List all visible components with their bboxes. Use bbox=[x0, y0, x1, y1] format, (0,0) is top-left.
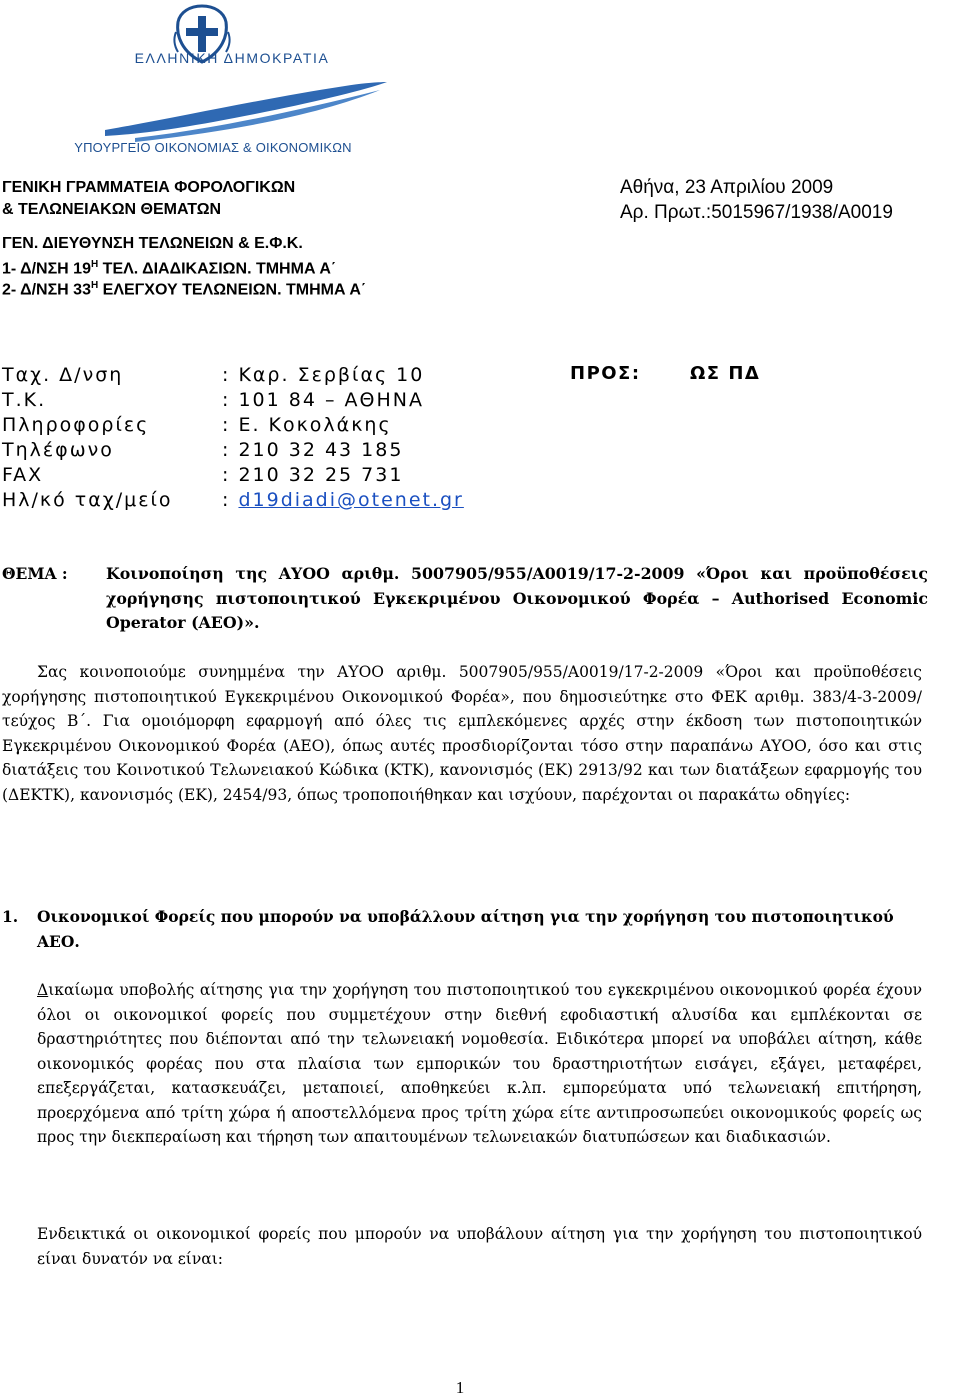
sender-line-5-sup: Η bbox=[90, 280, 99, 291]
subject-text: Κοινοποίηση της ΑΥΟΟ αριθμ. 5007905/955/Α0019/17-2-2009 «Όροι και προϋποθέσεις χορήγησης πιστοποιητικού Εγκεκριμένου Οικονομικού Φορέα – Authorised Economic Operator (AEO)». bbox=[106, 564, 928, 632]
recipient-value: ΩΣ ΠΔ bbox=[690, 363, 761, 384]
contact-label: Ηλ/κό ταχ/μείο bbox=[2, 489, 173, 511]
contact-label: Πληροφορίες bbox=[2, 414, 150, 436]
section-1-heading: Οικονομικοί Φορείς που μπορούν να υποβάλλουν αίτηση για την χορήγηση του πιστοποιητικού ΑΕΟ. bbox=[37, 907, 894, 951]
sender-line-5-end: ΕΛΕΓΧΟΥ ΤΕΛΩΝΕΙΩΝ. ΤΜΗΜΑ Α΄ bbox=[98, 281, 367, 299]
sender-line-1: ΓΕΝΙΚΗ ΓΡΑΜΜΑΤΕΙΑ ΦΟΡΟΛΟΓΙΚΩΝ bbox=[2, 179, 296, 196]
document-date: Αθήνα, 23 Απριλίου 2009 bbox=[620, 177, 834, 198]
email-link[interactable]: d19diadi@otenet.gr bbox=[238, 489, 464, 511]
contact-value: : 210 32 43 185 bbox=[222, 439, 404, 461]
sender-line-4-start: 1- Δ/ΝΣΗ 19 bbox=[2, 260, 91, 278]
contact-value: : Καρ. Σερβίας 10 bbox=[222, 364, 425, 386]
section-1-paragraph-1-text: ικαίωμα υποβολής αίτησης για την χορήγηση του πιστοποιητικού του εγκεκριμένου οικονομικού φορέα έχουν όλοι οι οικονομικοί φορείς που συμμετέχουν στην διεθνή εφοδιαστική αλυσίδα και εμπλέκονται σε δραστηριότητες που διέπονται από την τελωνειακή νομοθεσία. Ειδικότερα μπορεί να υποβάλει αίτηση, κάθε οικονομικός φορέας που στα πλαίσια των εμπορικών του δραστηριοτήτων εισάγει, εξάγει, μεταφέρει, επεξεργάζεται, κατασκευάζει, μεταποιεί, αποθηκεύει κ.λπ. εμπορεύματα υπό τελωνειακή επιτήρηση, προερχόμενα από τρίτη χώρα ή αποστελλόμενα προς τρίτη χώρα είτε αντιπροσωπεύει οικονομικούς φορείς ως προς την διεκπεραίωση και τήρηση των απαιτουμένων τελωνειακών διατυπώσεων και διαδικασιών. bbox=[37, 981, 922, 1146]
ministry-logo-swoosh bbox=[95, 68, 395, 148]
email-colon: : bbox=[222, 489, 239, 511]
contact-row bbox=[2, 388, 542, 413]
sender-line-2: & ΤΕΛΩΝΕΙΑΚΩΝ ΘΕΜΑΤΩΝ bbox=[2, 201, 222, 218]
contact-row-email bbox=[2, 488, 542, 513]
section-1-paragraph-1 bbox=[37, 978, 922, 1150]
contact-label: Τ.Κ. bbox=[2, 389, 47, 411]
protocol-number: Αρ. Πρωτ.:5015967/1938/Α0019 bbox=[620, 202, 893, 223]
section-1-number: 1. bbox=[2, 907, 19, 926]
sender-line-5-start: 2- Δ/ΝΣΗ 33 bbox=[2, 281, 91, 299]
intro-paragraph: Σας κοινοποιούμε συνημμένα την ΑΥΟΟ αριθμ. 5007905/955/Α0019/17-2-2009 «Όροι και προϋποθέσεις χορήγησης πιστοποιητικού Εγκεκριμένου Οικονομικού Φορέα», που δημοσιεύτηκε στο ΦΕΚ αριθμ. 383/4-3-2009/τεύχος Β΄. Για ομοιόμορφη εφαρμογή από όλες τις εμπλεκόμενες αρχές στην έκδοση των πιστοποιητικών Εγκεκριμένου Οικονομικού Φορέα (ΑΕΟ), όπως αυτές προσδιορίζονται τόσο στην παραπάνω ΑΥΟΟ, όσο και στις διατάξεις του Κοινοτικού Τελωνειακού Κώδικα (ΚΤΚ), κανονισμός (ΕΚ) 2913/92 και των διατάξεων εφαρμογής του (ΔΕΚΤΚ), κανονισμός (ΕΚ), 2454/93, όπως τροποποιήθηκαν και ισχύουν, παρέχονται οι παρακάτω οδηγίες: bbox=[2, 663, 922, 804]
sender-line-4-end: ΤΕΛ. ΔΙΑΔΙΚΑΣΙΩΝ. ΤΜΗΜΑ Α΄ bbox=[98, 260, 337, 278]
contact-table bbox=[2, 363, 542, 523]
sender-line-3: ΓΕΝ. ΔΙΕΥΘΥΝΣΗ ΤΕΛΩΝΕΙΩΝ & Ε.Φ.Κ. bbox=[2, 235, 303, 252]
contact-label: Ταχ. Δ/νση bbox=[2, 364, 124, 386]
contact-value: : 210 32 25 731 bbox=[222, 464, 404, 486]
contact-row bbox=[2, 463, 542, 488]
recipient-label: ΠΡΟΣ: bbox=[570, 363, 641, 384]
contact-value bbox=[222, 488, 464, 513]
contact-row bbox=[2, 438, 542, 463]
contact-value: : Ε. Κοκολάκης bbox=[222, 414, 392, 436]
subject-label: ΘΕΜΑ : bbox=[2, 564, 68, 583]
section-1-paragraph-2: Ενδεικτικά οι οικονομικοί φορείς που μπορούν να υποβάλουν αίτηση για την χορήγηση του πιστοποιητικού είναι δυνατόν να είναι: bbox=[37, 1225, 922, 1268]
page-number: 1 bbox=[455, 1378, 465, 1397]
country-name: ΕΛΛΗΝΙΚΗ ΔΗΜΟΚΡΑΤΙΑ bbox=[134, 50, 330, 66]
contact-value: : 101 84 – ΑΘΗΝΑ bbox=[222, 389, 424, 411]
sender-line-4-sup: Η bbox=[90, 259, 99, 270]
contact-label: FAX bbox=[2, 464, 44, 486]
section-1-paragraph-1-lead: Δ bbox=[37, 981, 49, 999]
contact-row bbox=[2, 413, 542, 438]
ministry-name: ΥΠΟΥΡΓΕΙΟ ΟΙΚΟΝΟΜΙΑΣ & ΟΙΚΟΝΟΜΙΚΩΝ bbox=[74, 140, 352, 155]
contact-label: Τηλέφωνο bbox=[2, 439, 114, 461]
contact-row bbox=[2, 363, 542, 388]
sender-line-5 bbox=[2, 276, 366, 300]
